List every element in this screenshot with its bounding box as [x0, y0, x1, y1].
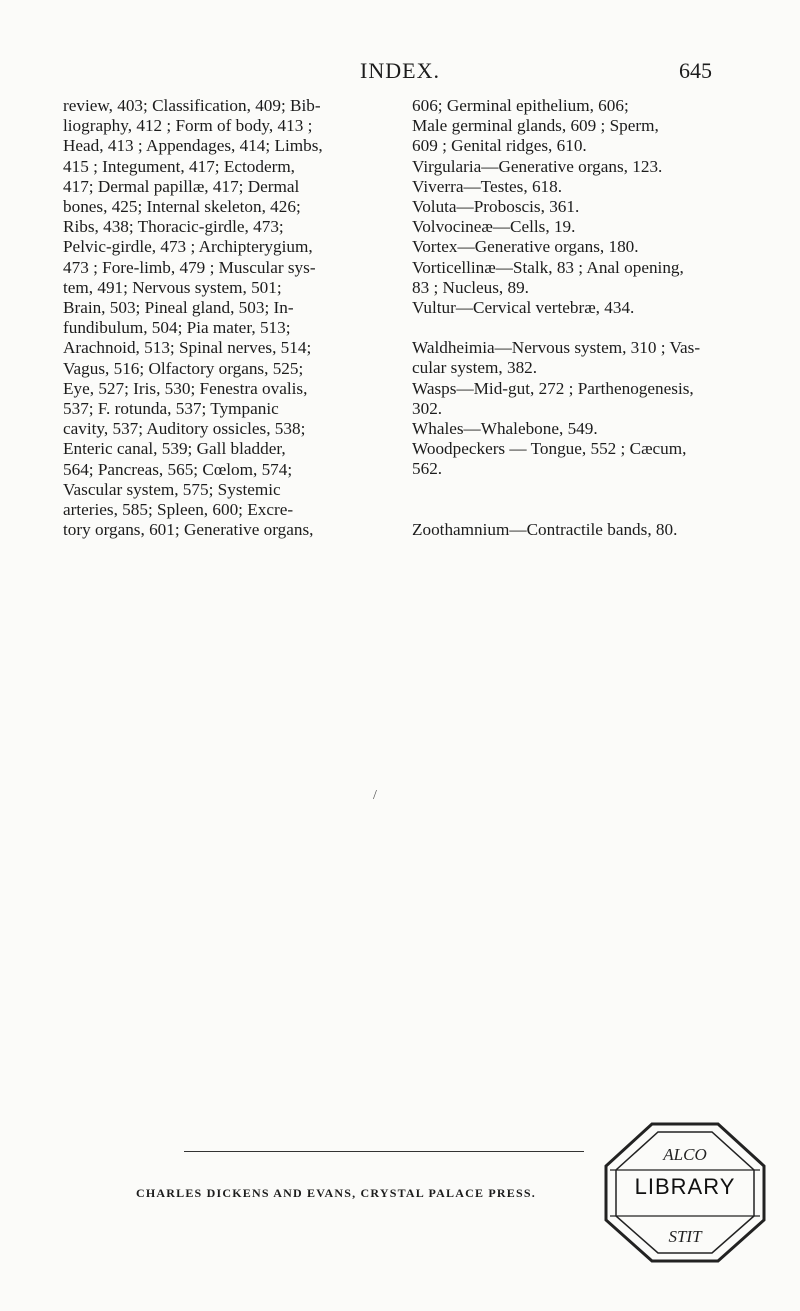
index-line: 537; F. rotunda, 537; Tympanic [63, 399, 279, 419]
index-line: Vascular system, 575; Systemic [63, 479, 281, 499]
index-line: 83 ; Nucleus, 89. [412, 277, 529, 297]
index-line: Zoothamnium—Contractile bands, 80. [412, 519, 678, 539]
index-line: arteries, 585; Spleen, 600; Excre- [63, 500, 294, 520]
index-line: Viverra—Testes, 618. [412, 176, 563, 196]
index-line: Ribs, 438; Thoracic-girdle, 473; [63, 217, 284, 237]
index-line: Whales—Whalebone, 549. [412, 419, 598, 439]
index-line: Eye, 527; Iris, 530; Fenestra ovalis, [63, 378, 308, 398]
section-gap [412, 480, 732, 520]
index-line: tory organs, 601; Generative organs, [63, 520, 314, 540]
index-line: Wasps—Mid-gut, 272 ; Parthenogenesis, [412, 378, 694, 398]
stamp-bottom-text: STIT [668, 1227, 702, 1246]
index-line: Pelvic-girdle, 473 ; Archipterygium, [63, 237, 313, 257]
index-line: Enteric canal, 539; Gall bladder, [63, 439, 286, 459]
right-column [412, 96, 732, 540]
index-line: Head, 413 ; Appendages, 414; Limbs, [63, 136, 323, 156]
index-line: cular system, 382. [412, 358, 538, 378]
index-line: fundibulum, 504; Pia mater, 513; [63, 318, 291, 338]
index-line: 564; Pancreas, 565; Cœlom, 574; [63, 459, 293, 479]
index-line: liography, 412 ; Form of body, 413 ; [63, 116, 313, 136]
running-head [0, 58, 800, 88]
section-gap [412, 318, 732, 338]
index-line: cavity, 537; Auditory ossicles, 538; [63, 419, 306, 439]
index-line: Waldheimia—Nervous system, 310 ; Vas- [412, 338, 701, 358]
index-line: Vultur—Cervical vertebræ, 434. [412, 298, 635, 318]
index-line: Arachnoid, 513; Spinal nerves, 514; [63, 338, 312, 358]
page-number: 645 [679, 58, 712, 83]
index-line: 606; Germinal epithelium, 606; [412, 96, 629, 115]
index-line: tem, 491; Nervous system, 501; [63, 277, 282, 297]
index-line: Vorticellinæ—Stalk, 83 ; Anal opening, [412, 257, 684, 277]
index-line: Vortex—Generative organs, 180. [412, 237, 639, 257]
index-line: Volvocineæ—Cells, 19. [412, 217, 576, 237]
index-line: 302. [412, 398, 443, 418]
index-line: Brain, 503; Pineal gland, 503; In- [63, 298, 294, 318]
index-line: review, 403; Classification, 409; Bib- [63, 96, 321, 115]
index-line: 562. [412, 459, 443, 479]
stamp-top-text: ALCO [663, 1145, 707, 1164]
index-line: bones, 425; Internal skeleton, 426; [63, 197, 301, 217]
printer-imprint: CHARLES DICKENS AND EVANS, CRYSTAL PALACE PRESS. [136, 1186, 536, 1200]
footer-rule [184, 1151, 584, 1152]
index-line: Male germinal glands, 609 ; Sperm, [412, 116, 659, 136]
index-line: 473 ; Fore-limb, 479 ; Muscular sys- [63, 257, 316, 277]
index-line: Vagus, 516; Olfactory organs, 525; [63, 358, 304, 378]
stray-mark: / [373, 788, 377, 803]
index-line: 609 ; Genital ridges, 610. [412, 136, 587, 156]
left-column [63, 96, 385, 540]
index-line: Virgularia—Generative organs, 123. [412, 156, 663, 176]
page-title: INDEX. [360, 58, 440, 83]
index-line: Voluta—Proboscis, 361. [412, 197, 580, 217]
index-line: 417; Dermal papillæ, 417; Dermal [63, 176, 300, 196]
index-line: 415 ; Integument, 417; Ectoderm, [63, 156, 295, 176]
stamp-library-word: LIBRARY [634, 1174, 736, 1199]
index-line: Woodpeckers — Tongue, 552 ; Cæcum, [412, 439, 687, 459]
library-stamp [600, 1120, 770, 1265]
